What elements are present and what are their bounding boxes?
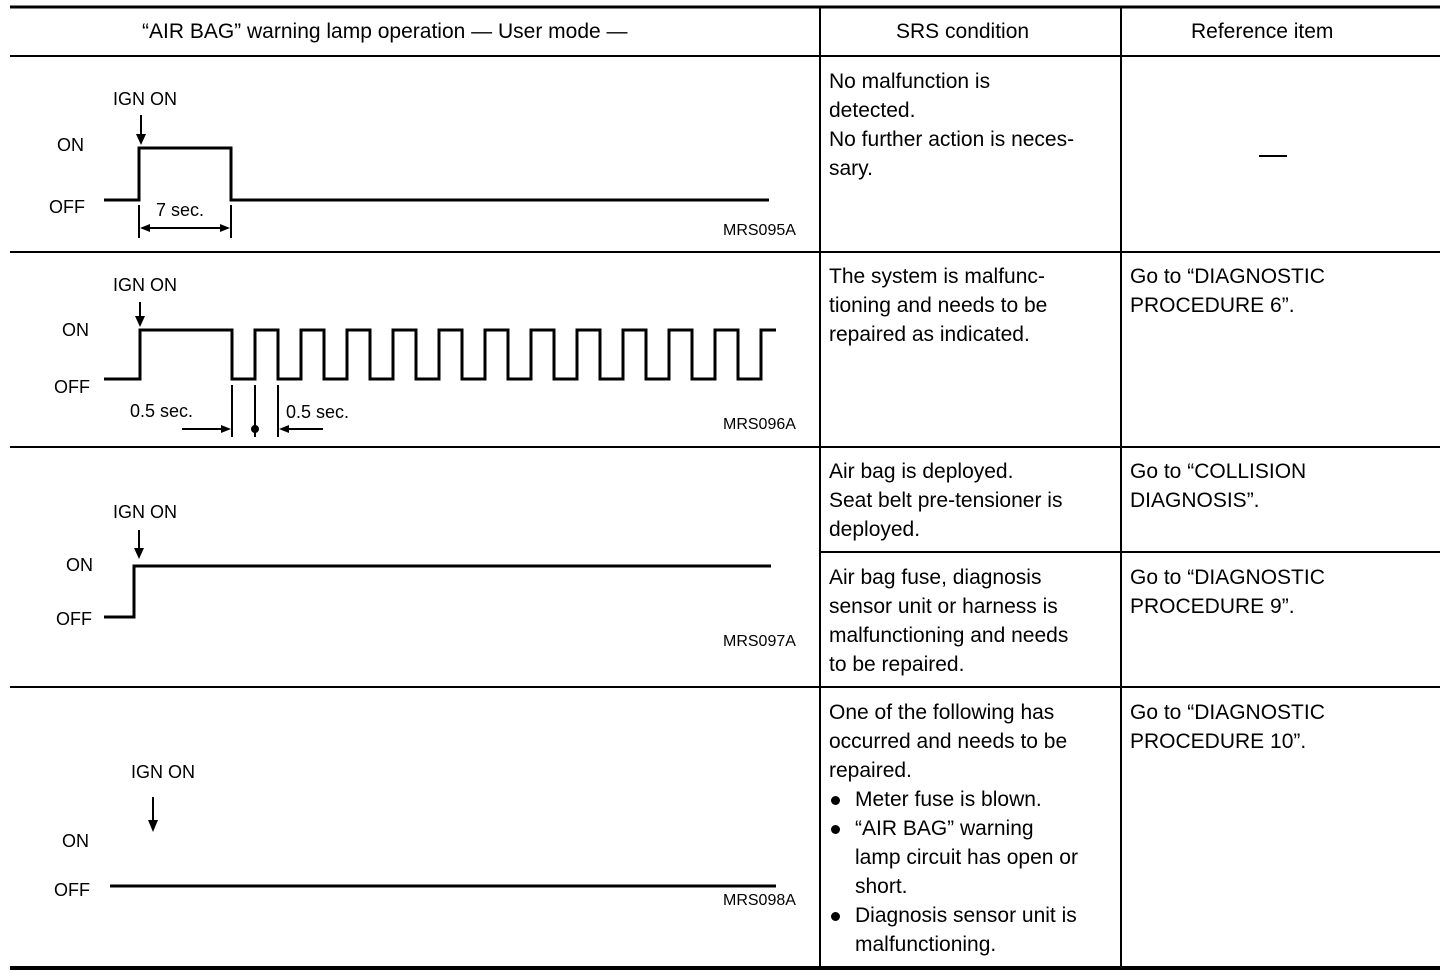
srs-condition-text: Air bag fuse, diagnosis sensor unit or harness is malfunctioning and needs to be repaired.	[829, 566, 1069, 676]
off-interval-label: 0.5 sec.	[130, 401, 194, 421]
header-reference-item: Reference item	[1191, 20, 1334, 43]
ign-on-label: IGN ON	[113, 275, 178, 295]
reference-text: Go to “COLLISION DIAGNOSIS”.	[1130, 460, 1307, 512]
figure-id: MRS098A	[723, 892, 796, 909]
off-level-label: OFF	[54, 377, 90, 397]
off-level-label: OFF	[56, 609, 92, 629]
figure-id: MRS096A	[723, 416, 796, 433]
header-srs-condition: SRS condition	[896, 20, 1030, 43]
list-item: Meter fuse is blown.	[829, 785, 1078, 814]
on-level-label: ON	[62, 831, 89, 851]
on-level-label: ON	[66, 555, 93, 575]
srs-condition-text: No malfunction is detected. No further action is neces- sary.	[829, 70, 1075, 180]
ign-on-label: IGN ON	[131, 762, 196, 782]
srs-condition-text: Air bag is deployed. Seat belt pre-tensioner is deployed.	[829, 460, 1063, 541]
list-item: “AIR BAG” warning lamp circuit has open or short.	[829, 814, 1078, 901]
srs-condition-text	[829, 698, 1078, 959]
list-item: Diagnosis sensor unit is malfunctioning.	[829, 901, 1078, 959]
condition-bullet-list	[829, 785, 1078, 959]
srs-condition-text: The system is malfunc- tioning and needs to be repaired as indicated.	[829, 265, 1048, 346]
on-level-label: ON	[57, 135, 84, 155]
on-interval-label: 0.5 sec.	[286, 402, 350, 422]
figure-id: MRS095A	[723, 222, 796, 239]
condition-intro: One of the following has occurred and needs to be repaired.	[829, 701, 1068, 782]
ign-on-label: IGN ON	[113, 502, 178, 522]
duration-label: 7 sec.	[156, 200, 205, 220]
ign-on-label: IGN ON	[113, 89, 178, 109]
reference-text: Go to “DIAGNOSTIC PROCEDURE 10”.	[1130, 701, 1325, 753]
reference-text: Go to “DIAGNOSTIC PROCEDURE 9”.	[1130, 566, 1325, 618]
off-level-label: OFF	[49, 197, 85, 217]
on-level-label: ON	[62, 320, 89, 340]
off-level-label: OFF	[54, 880, 90, 900]
header-lamp-operation: “AIR BAG” warning lamp operation — User mode —	[142, 20, 628, 43]
reference-dash	[1259, 155, 1287, 157]
reference-text: Go to “DIAGNOSTIC PROCEDURE 6”.	[1130, 265, 1325, 317]
figure-id: MRS097A	[723, 633, 796, 650]
